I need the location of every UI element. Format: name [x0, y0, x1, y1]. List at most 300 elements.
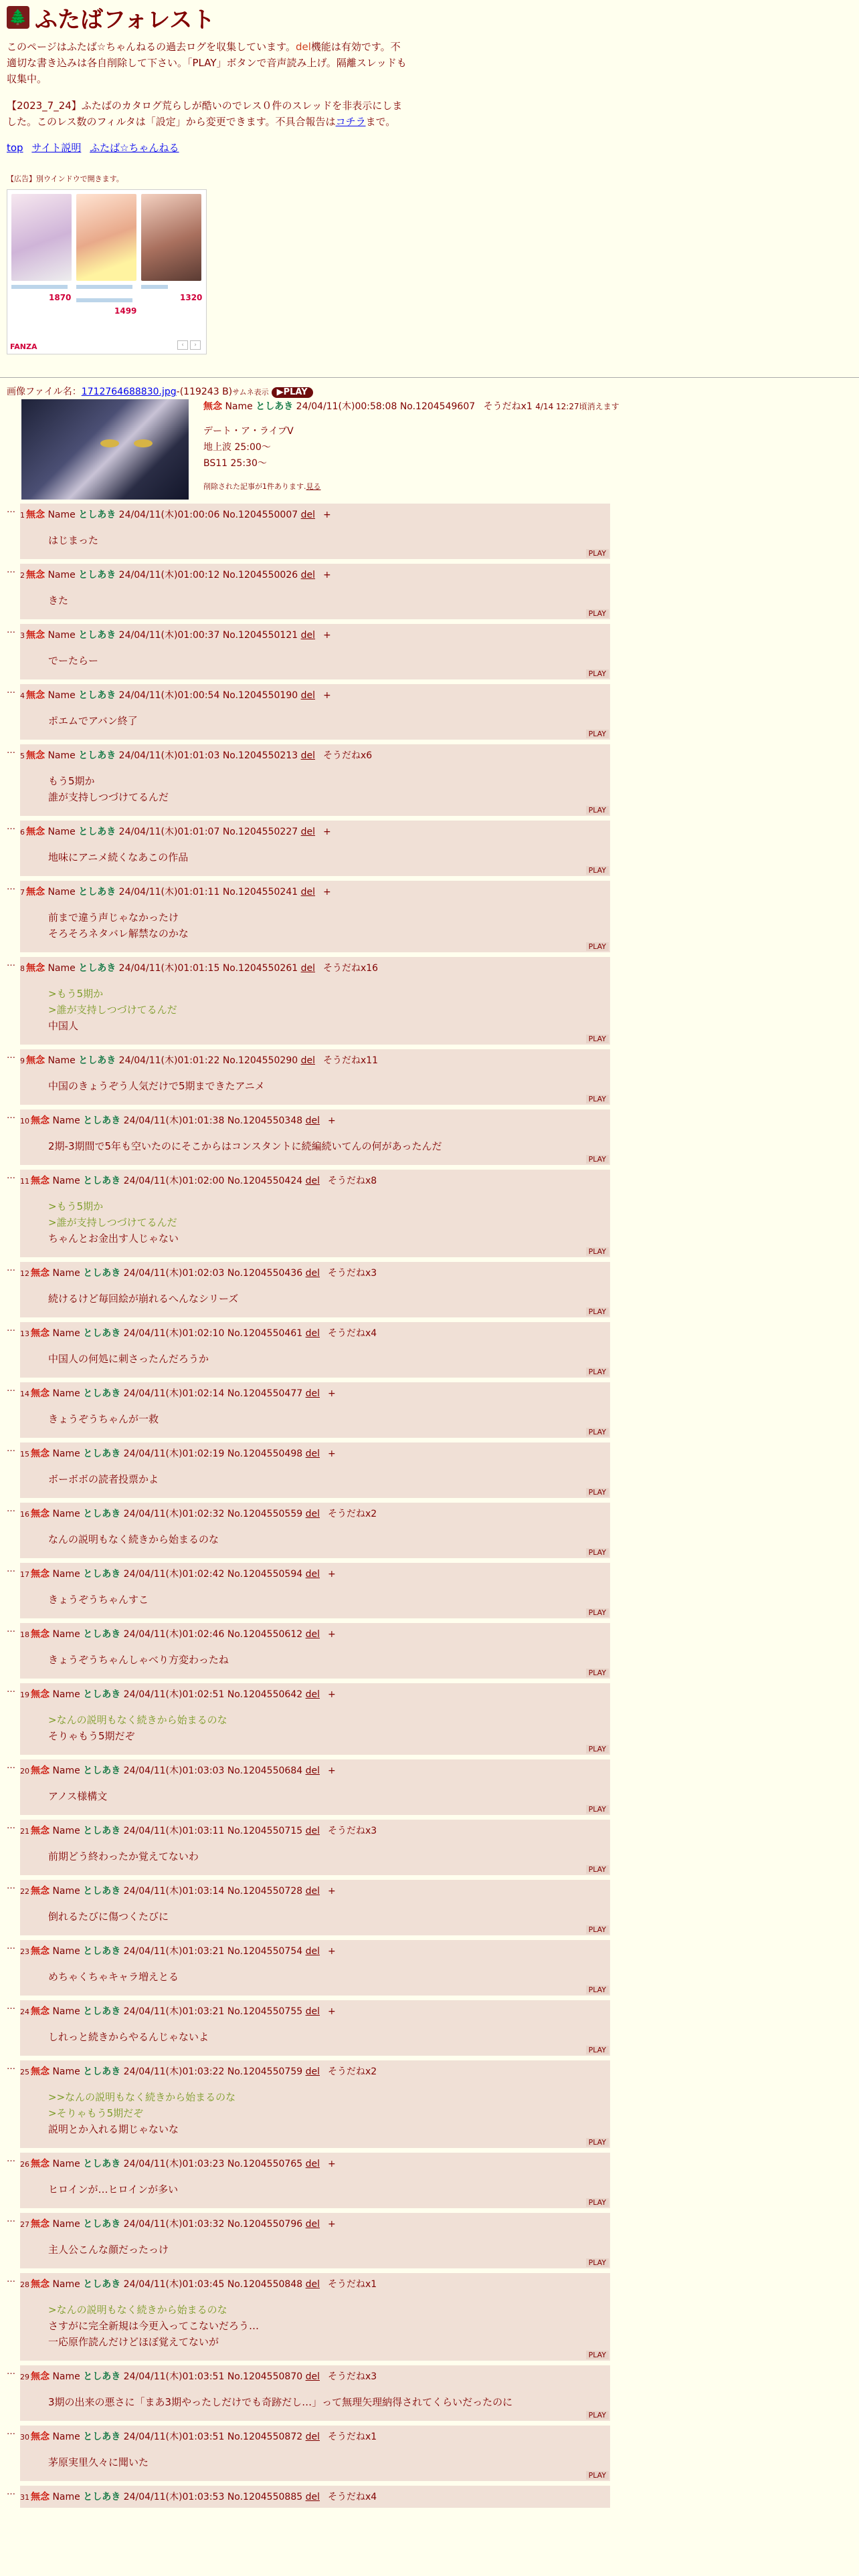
- reply-play-button[interactable]: PLAY: [586, 2046, 609, 2054]
- reply-subject: 無念: [31, 1946, 50, 1957]
- deleted-show-link[interactable]: 見る: [306, 482, 321, 491]
- reply-play-button[interactable]: PLAY: [586, 1548, 609, 1557]
- ad-prev-icon[interactable]: ‹: [177, 340, 188, 350]
- reply-text: [20, 840, 610, 865]
- reply-post: [20, 1382, 610, 1438]
- reply-text: [20, 764, 610, 805]
- reply-play-button[interactable]: PLAY: [586, 1669, 609, 1677]
- ad-image-2[interactable]: [76, 194, 136, 281]
- reply-datetime: 24/04/11(木)01:00:54: [118, 690, 220, 701]
- op-text: [203, 423, 619, 471]
- reply-number[interactable]: No.1204550612: [227, 1629, 303, 1640]
- reply-play-button[interactable]: PLAY: [586, 2411, 609, 2420]
- reply-del-link[interactable]: del: [305, 2159, 320, 2169]
- reply-del-link[interactable]: del: [305, 1176, 320, 1186]
- reply-number[interactable]: No.1204550684: [227, 1765, 303, 1776]
- reply-name-label: Name: [52, 2219, 80, 2230]
- reply-del-link[interactable]: del: [300, 887, 315, 897]
- reply-index: 29: [20, 2373, 29, 2381]
- play-button[interactable]: ▶PLAY: [272, 387, 313, 398]
- reply-datetime: 24/04/11(木)01:00:12: [118, 570, 220, 580]
- reply-text: [20, 1341, 610, 1367]
- reply-mark: …: [7, 1881, 15, 1891]
- reply-soudane[interactable]: そうだねx3: [327, 1268, 377, 1279]
- reply-del-link[interactable]: del: [300, 630, 315, 641]
- reply-number[interactable]: No.1204550755: [227, 2006, 303, 2017]
- reply-del-link[interactable]: del: [305, 1689, 320, 1700]
- reply-name-label: Name: [52, 2371, 80, 2382]
- reply-post: [20, 2213, 610, 2268]
- reply-name-label: Name: [52, 2279, 80, 2290]
- reply-soudane[interactable]: そうだねx6: [322, 750, 373, 761]
- op-expire: 4/14 12:27頃消えます: [535, 402, 619, 411]
- reply-play-button[interactable]: PLAY: [586, 730, 609, 738]
- reply-play-button[interactable]: PLAY: [586, 2198, 609, 2207]
- reply-mark: …: [7, 2427, 15, 2437]
- thumb-note: サムネ表示: [232, 388, 269, 397]
- reply-number[interactable]: No.1204550870: [227, 2371, 303, 2382]
- reply-play-button[interactable]: PLAY: [586, 1247, 609, 1256]
- reply-name-label: Name: [47, 1055, 76, 1066]
- reply-play-button[interactable]: PLAY: [586, 609, 609, 618]
- thumb-eye: [100, 439, 119, 447]
- reply-del-link[interactable]: del: [305, 2219, 320, 2230]
- reply-mark: …: [7, 1761, 15, 1771]
- reply-number[interactable]: No.1204550715: [227, 1826, 303, 1836]
- reply-name-label: Name: [52, 2006, 80, 2017]
- reply-post: [20, 564, 610, 619]
- reply-number[interactable]: No.1204550190: [222, 690, 298, 701]
- thumb-eye: [134, 439, 153, 447]
- reply-play-button[interactable]: PLAY: [586, 1488, 609, 1497]
- reply-number[interactable]: No.1204550241: [222, 887, 298, 897]
- reply-header: [20, 1322, 610, 1341]
- reply-name: としあき: [83, 2432, 121, 2442]
- reply-mark: …: [7, 1111, 15, 1121]
- reply-del-link[interactable]: del: [305, 1115, 320, 1126]
- reply-name: としあき: [83, 1388, 121, 1399]
- reply-index: 17: [20, 1570, 29, 1579]
- reply-number[interactable]: No.1204550759: [227, 2066, 303, 2077]
- reply-subject: 無念: [31, 1115, 50, 1126]
- reply-row: [7, 2486, 859, 2512]
- reply-name: としあき: [83, 1886, 121, 1897]
- reply-del-link[interactable]: del: [305, 1765, 320, 1776]
- reply-post: [20, 1759, 610, 1815]
- reply-name: としあき: [78, 963, 116, 974]
- reply-row: [7, 2273, 859, 2365]
- deleted-note: 削除された記事が1件あります.見る: [203, 482, 321, 491]
- reply-quote-line: >なんの説明もなく続きから始まるのな: [48, 1714, 227, 1726]
- reply-number[interactable]: No.1204550227: [222, 827, 298, 837]
- reply-soudane[interactable]: そうだねx8: [327, 1176, 377, 1186]
- reply-soudane[interactable]: +: [327, 2006, 336, 2017]
- reply-header: [20, 744, 610, 764]
- reply-soudane[interactable]: +: [327, 1886, 336, 1897]
- divider: [0, 377, 859, 378]
- reply-del-link[interactable]: del: [305, 1328, 320, 1339]
- reply-soudane[interactable]: +: [327, 1388, 336, 1399]
- reply-soudane[interactable]: そうだねx2: [327, 2066, 377, 2077]
- reply-subject: 無念: [31, 1388, 50, 1399]
- reply-datetime: 24/04/11(木)01:00:06: [118, 510, 220, 520]
- reply-subject: 無念: [26, 510, 45, 520]
- reply-line: 前期どう終わったか覚えてないわ: [48, 1850, 199, 1862]
- reply-mark: …: [7, 1504, 15, 1514]
- reply-index: 4: [20, 691, 25, 700]
- intro-text-1b: 機能は有効です。不適切な書き込みは各自削除して下さい。「PLAY」ボタンで音声読み上げ。隔離スレッドも収集中。: [7, 41, 407, 85]
- reply-text: [20, 1281, 610, 1307]
- reply-row: [7, 2365, 859, 2426]
- ad-image-1[interactable]: [11, 194, 72, 281]
- intro-text-2: 【2023_7_24】ふたばのカタログ荒らしが酷いのでレス０件のスレッドを非表示にしました。このレス数のフィルタは「設定」から変更できます。不具合報告は: [7, 100, 403, 128]
- reply-index: 2: [20, 571, 25, 580]
- reply-index: 25: [20, 2068, 29, 2076]
- reply-subject: 無念: [31, 2371, 50, 2382]
- reply-play-button[interactable]: PLAY: [586, 866, 609, 875]
- reply-soudane[interactable]: そうだねx1: [327, 2432, 377, 2442]
- reply-soudane[interactable]: +: [327, 1765, 336, 1776]
- reply-subject: 無念: [31, 1629, 50, 1640]
- reply-del-link[interactable]: del: [300, 827, 315, 837]
- report-link[interactable]: コチラ: [335, 116, 366, 128]
- reply-index: 19: [20, 1691, 29, 1699]
- reply-row: [7, 2060, 859, 2153]
- reply-line: さすがに完全新規は今更入ってこないだろう…: [48, 2320, 260, 2332]
- intro-text-1: このページはふたば☆ちゃんねるの過去ログを収集しています。: [7, 41, 296, 53]
- reply-soudane[interactable]: そうだねx2: [327, 1509, 377, 1519]
- reply-del-link[interactable]: del: [305, 1448, 320, 1459]
- reply-soudane[interactable]: +: [327, 1569, 336, 1580]
- ad-banner[interactable]: [7, 189, 207, 354]
- reply-soudane[interactable]: +: [327, 1946, 336, 1957]
- file-label: 画像ファイル名：: [7, 387, 82, 397]
- reply-number[interactable]: No.1204550848: [227, 2279, 303, 2290]
- reply-quote-line: >もう5期か: [48, 988, 104, 1000]
- reply-line: 中国のきょうぞう人気だけで5期まできたアニメ: [48, 1080, 265, 1092]
- reply-play-button[interactable]: PLAY: [586, 2138, 609, 2147]
- reply-name-label: Name: [52, 1268, 80, 1279]
- reply-soudane[interactable]: +: [327, 1689, 336, 1700]
- reply-name-label: Name: [47, 630, 76, 641]
- reply-datetime: 24/04/11(木)01:02:19: [123, 1448, 225, 1459]
- reply-number[interactable]: No.1204550213: [222, 750, 298, 761]
- reply-del-link[interactable]: del: [300, 963, 315, 974]
- reply-line: もう5期か: [48, 775, 95, 787]
- reply-number[interactable]: No.1204550348: [227, 1115, 303, 1126]
- reply-index: 30: [20, 2433, 29, 2442]
- reply-post: [20, 1820, 610, 1875]
- reply-play-button[interactable]: PLAY: [586, 1368, 609, 1376]
- reply-soudane[interactable]: +: [322, 887, 331, 897]
- reply-mark: …: [7, 1941, 15, 1951]
- reply-del-link[interactable]: del: [305, 1826, 320, 1836]
- reply-post: [20, 1623, 610, 1679]
- reply-del-link[interactable]: del: [300, 1055, 315, 1066]
- reply-play-button[interactable]: PLAY: [586, 1985, 609, 1994]
- reply-header: [20, 2000, 610, 2020]
- reply-name-label: Name: [52, 1886, 80, 1897]
- reply-play-button[interactable]: PLAY: [586, 942, 609, 951]
- reply-index: 28: [20, 2280, 29, 2289]
- reply-index: 26: [20, 2160, 29, 2169]
- reply-text: [20, 523, 610, 548]
- reply-number[interactable]: No.1204550477: [227, 1388, 303, 1399]
- reply-mark: …: [7, 1821, 15, 1831]
- reply-post: [20, 2273, 610, 2361]
- reply-del-link[interactable]: del: [305, 1629, 320, 1640]
- reply-index: 10: [20, 1117, 29, 1125]
- reply-datetime: 24/04/11(木)01:02:42: [123, 1569, 225, 1580]
- reply-play-button[interactable]: PLAY: [586, 1865, 609, 1874]
- reply-number[interactable]: No.1204550290: [222, 1055, 298, 1066]
- reply-play-button[interactable]: PLAY: [586, 2471, 609, 2480]
- reply-soudane[interactable]: そうだねx16: [322, 963, 379, 974]
- file-link[interactable]: 1712764688830.jpg: [81, 387, 177, 397]
- reply-text: [20, 1839, 610, 1864]
- reply-play-button[interactable]: PLAY: [586, 1095, 609, 1103]
- reply-number[interactable]: No.1204550885: [227, 2492, 303, 2502]
- reply-play-button[interactable]: PLAY: [586, 2258, 609, 2267]
- reply-soudane[interactable]: そうだねx11: [322, 1055, 379, 1066]
- reply-soudane[interactable]: そうだねx3: [327, 2371, 377, 2382]
- reply-number[interactable]: No.1204550461: [227, 1328, 303, 1339]
- reply-number[interactable]: No.1204550594: [227, 1569, 303, 1580]
- reply-del-link[interactable]: del: [300, 510, 315, 520]
- reply-number[interactable]: No.1204550765: [227, 2159, 303, 2169]
- reply-header: [20, 1759, 610, 1779]
- site-header: [7, 3, 852, 32]
- reply-subject: 無念: [31, 2279, 50, 2290]
- site-title[interactable]: ふたばフォレスト: [35, 6, 215, 33]
- reply-subject: 無念: [31, 1765, 50, 1776]
- reply-datetime: 24/04/11(木)01:02:32: [123, 1509, 225, 1519]
- reply-del-link[interactable]: del: [305, 1388, 320, 1399]
- reply-number[interactable]: No.1204550796: [227, 2219, 303, 2230]
- reply-index: 23: [20, 1947, 29, 1956]
- reply-line: アノス様構文: [48, 1790, 108, 1802]
- reply-number[interactable]: No.1204550424: [227, 1176, 303, 1186]
- reply-number[interactable]: No.1204550121: [222, 630, 298, 641]
- reply-play-button[interactable]: PLAY: [586, 549, 609, 558]
- reply-name: としあき: [83, 2159, 121, 2169]
- reply-mark: …: [7, 2062, 15, 2072]
- reply-datetime: 24/04/11(木)01:01:38: [123, 1115, 225, 1126]
- reply-name-label: Name: [52, 1826, 80, 1836]
- op-soudane[interactable]: そうだねx1: [483, 401, 533, 412]
- reply-mark: …: [7, 2214, 15, 2224]
- reply-number[interactable]: No.1204550498: [227, 1448, 303, 1459]
- reply-name-label: Name: [52, 2432, 80, 2442]
- reply-soudane[interactable]: +: [322, 570, 331, 580]
- reply-index: 1: [20, 511, 25, 520]
- reply-del-link[interactable]: del: [305, 1509, 320, 1519]
- reply-name: としあき: [83, 1689, 121, 1700]
- reply-index: 3: [20, 631, 25, 640]
- reply-post: [20, 1262, 610, 1317]
- reply-post: [20, 624, 610, 679]
- reply-post: [20, 957, 610, 1045]
- reply-name: としあき: [83, 2219, 121, 2230]
- reply-header: [20, 1109, 610, 1129]
- reply-text: [20, 2080, 610, 2137]
- reply-row: [7, 1262, 859, 1322]
- op-thumbnail[interactable]: [21, 399, 189, 500]
- reply-text: [20, 1522, 610, 1547]
- reply-del-link[interactable]: del: [300, 750, 315, 761]
- reply-play-button[interactable]: PLAY: [586, 1608, 609, 1617]
- reply-number[interactable]: No.1204550007: [222, 510, 298, 520]
- reply-play-button[interactable]: PLAY: [586, 1035, 609, 1043]
- reply-play-button[interactable]: PLAY: [586, 1155, 609, 1164]
- reply-soudane[interactable]: そうだねx4: [327, 2492, 377, 2502]
- reply-del-link[interactable]: del: [300, 690, 315, 701]
- reply-row: [7, 1563, 859, 1623]
- reply-del-link[interactable]: del: [305, 2432, 320, 2442]
- reply-datetime: 24/04/11(木)01:01:03: [118, 750, 220, 761]
- ad-title-bar: [76, 298, 132, 302]
- reply-text: [20, 583, 610, 609]
- reply-name: としあき: [83, 1268, 121, 1279]
- reply-del-link[interactable]: del: [305, 2492, 320, 2502]
- reply-index: 9: [20, 1057, 25, 1065]
- reply-line: そりゃもう5期だぞ: [48, 1730, 135, 1742]
- reply-number[interactable]: No.1204550728: [227, 1886, 303, 1897]
- reply-soudane[interactable]: そうだねx1: [327, 2279, 377, 2290]
- reply-mark: …: [7, 1323, 15, 1333]
- reply-mark: …: [7, 2154, 15, 2164]
- futaba-logo-icon[interactable]: 🌲: [7, 6, 29, 29]
- reply-post: [20, 2060, 610, 2148]
- ad-image-3[interactable]: [141, 194, 201, 281]
- reply-soudane[interactable]: +: [327, 1448, 336, 1459]
- reply-text: [20, 1642, 610, 1668]
- reply-row: [7, 1322, 859, 1382]
- reply-index: 24: [20, 2008, 29, 2016]
- reply-number[interactable]: No.1204550261: [222, 963, 298, 974]
- reply-del-link[interactable]: del: [300, 570, 315, 580]
- reply-index: 11: [20, 1177, 29, 1186]
- reply-header: [20, 2365, 610, 2385]
- reply-play-button[interactable]: PLAY: [586, 1805, 609, 1814]
- link-top[interactable]: top: [7, 142, 23, 154]
- link-futaba[interactable]: ふたば☆ちゃんねる: [90, 142, 179, 154]
- reply-play-button[interactable]: PLAY: [586, 669, 609, 678]
- reply-play-button[interactable]: PLAY: [586, 1428, 609, 1436]
- reply-del-link[interactable]: del: [305, 2006, 320, 2017]
- reply-play-button[interactable]: PLAY: [586, 1307, 609, 1316]
- reply-header: [20, 1442, 610, 1462]
- reply-soudane[interactable]: そうだねx4: [327, 1328, 377, 1339]
- reply-name: としあき: [78, 887, 116, 897]
- fanza-logo: FANZA: [10, 342, 37, 351]
- reply-soudane[interactable]: そうだねx3: [327, 1826, 377, 1836]
- reply-index: 31: [20, 2493, 29, 2502]
- op-number[interactable]: No.1204549607: [399, 401, 476, 412]
- reply-line: めちゃくちゃキャラ増えとる: [48, 1971, 179, 1983]
- reply-number[interactable]: No.1204550642: [227, 1689, 303, 1700]
- reply-datetime: 24/04/11(木)01:03:51: [123, 2371, 225, 2382]
- reply-mark: …: [7, 822, 15, 832]
- reply-name: としあき: [83, 1509, 121, 1519]
- reply-name-label: Name: [47, 750, 76, 761]
- reply-datetime: 24/04/11(木)01:03:22: [123, 2066, 225, 2077]
- reply-del-link[interactable]: del: [305, 1268, 320, 1279]
- reply-soudane[interactable]: +: [327, 2159, 336, 2169]
- reply-soudane[interactable]: +: [327, 1629, 336, 1640]
- reply-del-link[interactable]: del: [305, 2371, 320, 2382]
- reply-play-button[interactable]: PLAY: [586, 1745, 609, 1753]
- reply-number[interactable]: No.1204550559: [227, 1509, 303, 1519]
- reply-name: としあき: [83, 1826, 121, 1836]
- reply-row: [7, 1170, 859, 1262]
- reply-soudane[interactable]: +: [322, 630, 331, 641]
- reply-del-link[interactable]: del: [305, 1569, 320, 1580]
- reply-line: はじまった: [48, 534, 99, 546]
- reply-play-button[interactable]: PLAY: [586, 2351, 609, 2359]
- reply-number[interactable]: No.1204550872: [227, 2432, 303, 2442]
- reply-row: [7, 881, 859, 957]
- reply-del-link[interactable]: del: [305, 1886, 320, 1897]
- reply-line: 誰が支持しつづけてるんだ: [48, 791, 169, 803]
- reply-row: [7, 1109, 859, 1170]
- reply-soudane[interactable]: +: [327, 1115, 336, 1126]
- reply-number[interactable]: No.1204550026: [222, 570, 298, 580]
- reply-del-link[interactable]: del: [305, 2279, 320, 2290]
- reply-datetime: 24/04/11(木)01:03:51: [123, 2432, 225, 2442]
- reply-name: としあき: [78, 690, 116, 701]
- reply-soudane[interactable]: +: [327, 2219, 336, 2230]
- reply-soudane[interactable]: +: [322, 827, 331, 837]
- reply-number[interactable]: No.1204550754: [227, 1946, 303, 1957]
- reply-quote-line: >そりゃもう5期だぞ: [48, 2107, 144, 2119]
- reply-mark: …: [7, 746, 15, 756]
- reply-number[interactable]: No.1204550436: [227, 1268, 303, 1279]
- reply-mark: …: [7, 685, 15, 695]
- reply-header: [20, 2426, 610, 2445]
- reply-subject: 無念: [31, 1328, 50, 1339]
- reply-datetime: 24/04/11(木)01:02:03: [123, 1268, 225, 1279]
- reply-mark: …: [7, 2367, 15, 2377]
- reply-subject: 無念: [31, 1509, 50, 1519]
- reply-mark: …: [7, 1384, 15, 1394]
- reply-line: 主人公こんな顔だったっけ: [48, 2244, 169, 2256]
- reply-mark: …: [7, 1171, 15, 1181]
- reply-soudane[interactable]: +: [322, 510, 331, 520]
- file-info-line: [7, 385, 859, 398]
- reply-play-button[interactable]: PLAY: [586, 806, 609, 815]
- reply-index: 6: [20, 828, 25, 837]
- reply-mark: …: [7, 625, 15, 635]
- reply-index: 5: [20, 752, 25, 760]
- reply-play-button[interactable]: PLAY: [586, 1925, 609, 1934]
- reply-del-link[interactable]: del: [305, 1946, 320, 1957]
- reply-line: なんの説明もなく続きから始まるのな: [48, 1533, 219, 1545]
- reply-mark: …: [7, 1564, 15, 1574]
- reply-subject: 無念: [26, 963, 45, 974]
- reply-name: としあき: [83, 2066, 121, 2077]
- reply-del-link[interactable]: del: [305, 2066, 320, 2077]
- reply-line: ボーボボの読者投票かよ: [48, 1473, 159, 1485]
- ad-next-icon[interactable]: ›: [190, 340, 201, 350]
- reply-line: 2期-3期間で5年も空いたのにそこからはコンスタントに続編続いてんの何があったんだ: [48, 1140, 442, 1152]
- ad-title-bar: [11, 285, 68, 289]
- reply-line: 地味にアニメ続くなあこの作品: [48, 851, 189, 863]
- reply-soudane[interactable]: +: [322, 690, 331, 701]
- link-site-description[interactable]: サイト説明: [31, 142, 82, 154]
- reply-row: [7, 684, 859, 744]
- reply-row: [7, 2000, 859, 2060]
